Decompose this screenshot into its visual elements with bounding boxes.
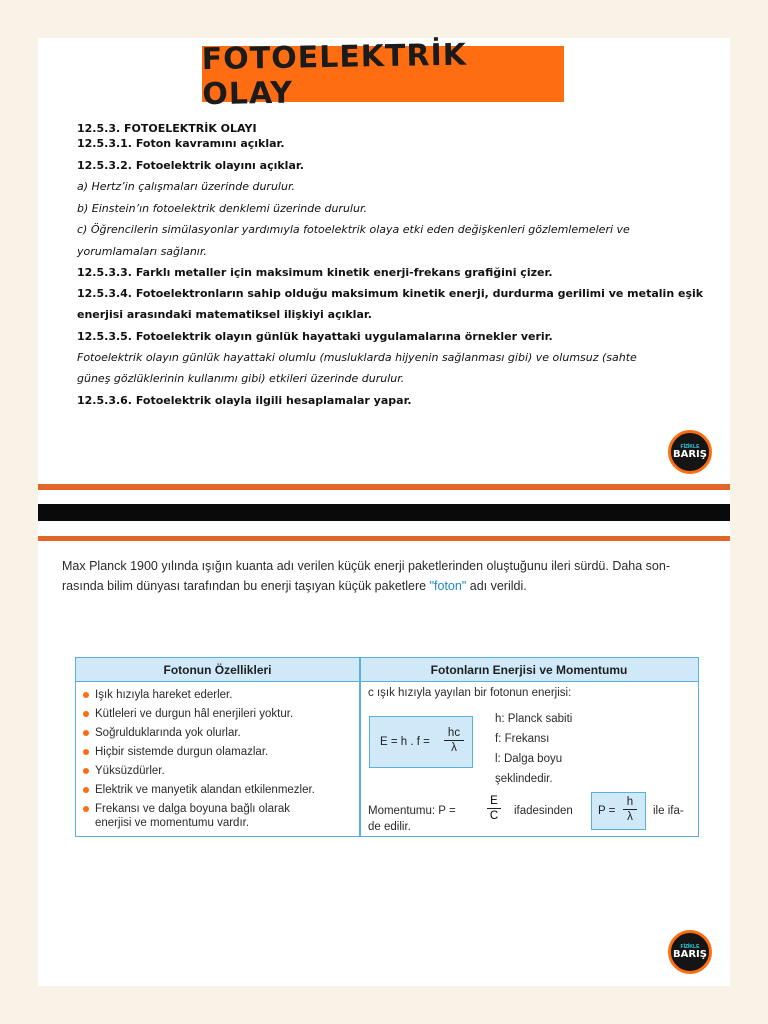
energy-fraction (444, 727, 464, 754)
list-item (82, 688, 352, 702)
page-title: FOTOELEKTRİK OLAY (201, 37, 468, 113)
legend-l: l: Dalga boyu (495, 753, 563, 765)
outcome-line: enerjisi arasındaki matematiksel ilişkiyi açıklar. (77, 308, 372, 321)
bullet-icon (83, 749, 89, 755)
outcome-line: c) Öğrencilerin simülasyonlar yardımıyla fotoelektrik olaya etki eden değişkenleri gözlemlemeleri ve (77, 223, 630, 236)
outcome-line: a) Hertz’in çalışmaları üzerinde durulur. (77, 180, 295, 193)
title-banner (201, 37, 564, 113)
property-text: Frekansı ve dalga boyuna bağlı olarak enerjisi ve momentumu vardır. (95, 803, 290, 829)
intro-line-2 (62, 576, 708, 596)
legend-h: h: Planck sabiti (495, 713, 573, 725)
energy-formula-box (369, 716, 473, 768)
black-divider (38, 504, 730, 521)
fraction-bar (487, 808, 501, 809)
momentum-formula-box (591, 792, 646, 830)
list-item (82, 745, 352, 759)
property-text: Kütleleri ve durgun hâl enerjileri yoktur. (95, 708, 294, 720)
brand-logo-bottom (668, 930, 712, 974)
outcome-line: 12.5.3.1. Foton kavramını açıklar. (77, 137, 285, 150)
photon-table (75, 657, 699, 837)
energy-intro: c ışık hızıyla yayılan bir fotonun enerjisi: (368, 687, 572, 699)
property-text: Elektrik ve manyetik alandan etkilenmezler. (95, 784, 315, 796)
outcome-line: 12.5.3.4. Fotoelektronların sahip olduğu maksimum kinetik enerji, durdurma gerilimi ve metalin eşik (77, 287, 704, 300)
list-item (82, 783, 352, 797)
outcome-line: 12.5.3.2. Fotoelektrik olayını açıklar. (77, 159, 304, 172)
orange-divider-top (38, 484, 730, 490)
logo-bottom-text: BARIŞ (673, 448, 707, 460)
bullet-icon (83, 711, 89, 717)
property-text: Hiçbir sistemde durgun olamazlar. (95, 746, 269, 758)
brand-logo (668, 430, 712, 474)
list-item (82, 802, 325, 830)
list-item (82, 764, 352, 778)
property-text: Soğrulduklarında yok olurlar. (95, 727, 241, 739)
orange-divider-bottom (38, 536, 730, 541)
momentum-box-fraction (623, 796, 637, 823)
outcome-line: 12.5.3. FOTOELEKTRİK OLAYI (77, 122, 257, 135)
fraction-bar (623, 809, 637, 810)
fraction-numerator: E (490, 795, 498, 807)
bullet-icon (83, 806, 89, 812)
logo-bottom-text: BARIŞ (673, 948, 707, 960)
outcome-line: yorumlamaları sağlanır. (77, 245, 207, 258)
fraction-numerator: h (626, 796, 634, 808)
bullet-icon (83, 692, 89, 698)
column-divider (359, 658, 361, 836)
outcome-line: 12.5.3.6. Fotoelektrik olayla ilgili hesaplamalar yapar. (77, 394, 412, 407)
momentum-box-lhs: P = (598, 805, 616, 817)
energy-header: Fotonların Enerjisi ve Momentumu (360, 658, 698, 682)
bullet-icon (83, 768, 89, 774)
property-text: Işık hızıyla hareket ederler. (95, 689, 233, 701)
legend-f: f: Frekansı (495, 733, 550, 745)
properties-header: Fotonun Özellikleri (76, 658, 359, 682)
fraction-denominator: C (489, 810, 499, 822)
momentum-fraction (487, 795, 501, 822)
property-text: Yüksüzdürler. (95, 765, 165, 777)
intro-text: rasında bilim dünyası tarafından bu enerji taşıyan küçük paketlere (62, 579, 430, 593)
energy-formula-lhs: E = h . f = (380, 736, 430, 748)
intro-paragraph (62, 556, 708, 596)
legend-end: şeklindedir. (495, 773, 553, 785)
fraction-denominator: λ (451, 742, 457, 754)
momentum-middle: ifadesinden (514, 805, 573, 817)
list-item (82, 707, 352, 721)
momentum-label: Momentumu: P = (368, 805, 456, 817)
intro-line-1: Max Planck 1900 yılında ışığın kuanta adı verilen küçük enerji paketlerinden oluştuğunu ileri sürdü. Daha son- (62, 559, 670, 573)
foton-term: "foton" (429, 579, 467, 593)
outcome-line: Fotoelektrik olayın günlük hayattaki olumlu (musluklarda hijyenin sağlanması gibi) ve olumsuz (sahte (77, 351, 637, 364)
outcome-line: 12.5.3.5. Fotoelektrik olayın günlük hayattaki uygulamalarına örnekler verir. (77, 330, 553, 343)
fraction-numerator: hc (447, 727, 461, 739)
properties-list (82, 688, 352, 835)
bullet-icon (83, 787, 89, 793)
logo-top-text: FİZİKLE (680, 943, 700, 950)
outcome-line: 12.5.3.3. Farklı metaller için maksimum kinetik enerji-frekans grafiğini çizer. (77, 266, 553, 279)
outcome-line: güneş gözlüklerinin kullanımı gibi) etkileri üzerinde durulur. (77, 372, 405, 385)
intro-text-end: adı verildi. (466, 579, 527, 593)
bullet-icon (83, 730, 89, 736)
page (38, 38, 730, 986)
fraction-bar (444, 740, 464, 741)
momentum-line-2: de edilir. (368, 821, 411, 833)
logo-top-text: FİZİKLE (680, 443, 700, 450)
list-item (82, 726, 352, 740)
fraction-denominator: λ (627, 811, 633, 823)
momentum-after: ile ifa- (653, 805, 684, 817)
outcome-line: b) Einstein’ın fotoelektrik denklemi üzerinde durulur. (77, 202, 367, 215)
